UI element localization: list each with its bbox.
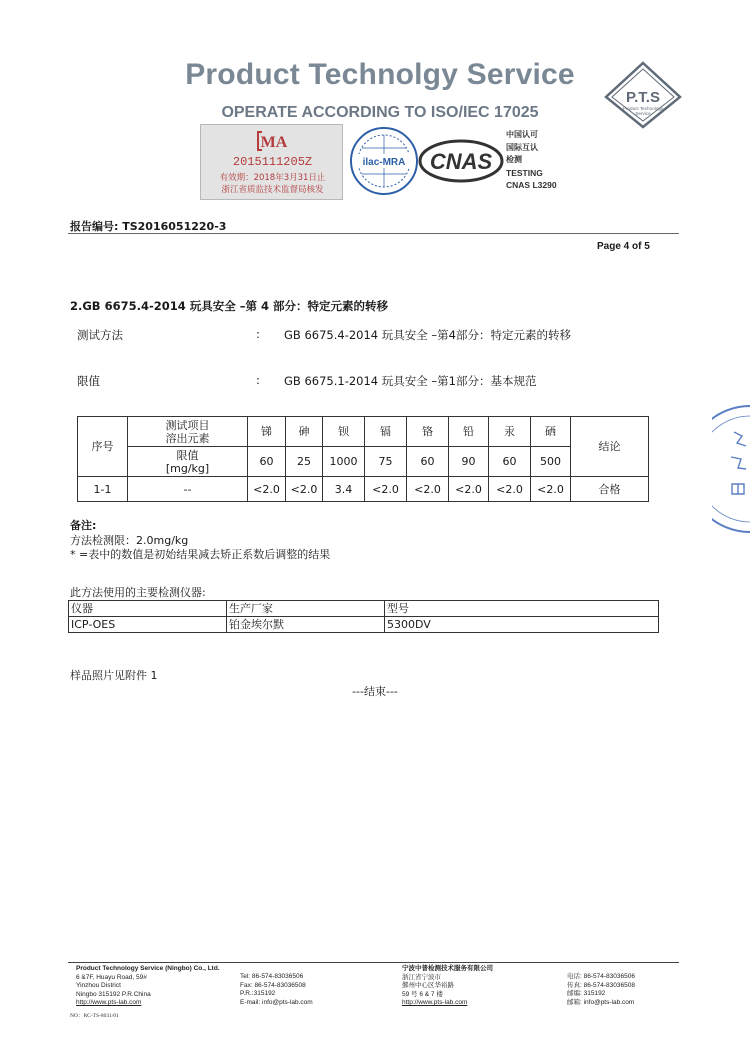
- footer-divider: [68, 962, 679, 963]
- cma-validity: 有效期：2018年3月31日止: [219, 173, 326, 183]
- cma-number: 2015111205Z: [232, 155, 313, 169]
- company-title: Product Technolgy Service: [185, 58, 575, 91]
- footer-line: Ningbo 315192 P.R.China: [76, 990, 151, 998]
- footer-line: 宁波中普检测技术服务有限公司: [402, 965, 493, 972]
- footer-website-link[interactable]: http://www.pts-lab.com: [76, 999, 142, 1007]
- footer-contact-cn: [567, 973, 635, 1007]
- cma-issuer: 浙江省质监技术监督局核发: [221, 185, 324, 195]
- notes-line: * =表中的数值是初始结果减去矫正系数后调整的结果: [70, 548, 331, 561]
- footer-line: Yinzhou District: [76, 982, 121, 990]
- footer-email-link[interactable]: E-mail: info@pts-lab.com: [240, 998, 313, 1006]
- limit-cell: 500: [531, 447, 571, 477]
- pts-logo-line2: Service: [635, 111, 651, 116]
- accreditation-subtitle: OPERATE ACCORDING TO ISO/IEC 17025: [221, 104, 539, 121]
- footer-company-cn: [402, 965, 493, 1008]
- footer-line: 传真: 86-574-83036508: [567, 981, 635, 989]
- item-header: [128, 417, 248, 447]
- result-cell: <2.0: [531, 477, 571, 502]
- ilac-logo-text: ilac-MRA: [362, 157, 406, 168]
- equipment-header: 型号: [385, 601, 659, 617]
- conclusion-header: 结论: [571, 417, 649, 477]
- test-method-colon: :: [256, 327, 260, 341]
- element-header: 铬: [407, 417, 449, 447]
- result-cell: <2.0: [407, 477, 449, 502]
- footer-line: 电话: 86-574-83036506: [567, 973, 635, 980]
- cnas-logo-text: CNAS: [429, 149, 493, 174]
- limit-cell: 60: [407, 447, 449, 477]
- limit-cell: 75: [365, 447, 407, 477]
- element-header: 铅: [449, 417, 489, 447]
- equipment-header: 生产厂家: [227, 601, 385, 617]
- cnas-side-line: 检测: [506, 155, 522, 164]
- limit-label: 限值: [77, 374, 100, 388]
- result-cell: <2.0: [286, 477, 323, 502]
- limit-cell: 60: [248, 447, 286, 477]
- page-number: Page 4 of 5: [597, 241, 650, 252]
- limit-header: [128, 447, 248, 477]
- result-cell: <2.0: [489, 477, 531, 502]
- result-cell: 3.4: [323, 477, 365, 502]
- test-method-label: 测试方法: [77, 328, 123, 342]
- end-mark: ---结束---: [352, 685, 398, 698]
- limit-value: GB 6675.1-2014 玩具安全 –第1部分：基本规范: [284, 374, 537, 388]
- results-table: [77, 416, 649, 502]
- cnas-side-line: 国际互认: [506, 142, 538, 152]
- cnas-logo-icon: [418, 138, 504, 184]
- result-cell: <2.0: [365, 477, 407, 502]
- equipment-title: 此方法使用的主要检测仪器:: [70, 586, 206, 599]
- ilac-mra-logo-icon: [348, 124, 420, 198]
- equipment-header-row: [69, 601, 659, 617]
- cnas-side-line: 中国认可: [506, 130, 538, 139]
- notes-line: 方法检测限：2.0mg/kg: [70, 533, 189, 547]
- table-row: [69, 617, 659, 633]
- header-divider: [68, 233, 679, 234]
- notes-block: [70, 519, 330, 563]
- footer-website-link[interactable]: http://www.pts-lab.com: [402, 999, 468, 1007]
- limit-cell: 25: [286, 447, 323, 477]
- conclusion-cell: 合格: [571, 477, 649, 502]
- limit-cell: 90: [449, 447, 489, 477]
- footer-line: 浙江省宁波市: [402, 973, 441, 981]
- equipment-cell: ICP-OES: [69, 617, 227, 633]
- footer-line: Tel: 86-574-83036506: [240, 973, 304, 980]
- table-header-row: [78, 417, 649, 447]
- limit-colon: :: [256, 373, 260, 387]
- element-header: 砷: [286, 417, 323, 447]
- equipment-header: 仪器: [69, 601, 227, 617]
- seal-stamp-icon: [712, 402, 750, 536]
- footer-email-link[interactable]: 邮箱: info@pts-lab.com: [567, 998, 635, 1006]
- element-header: 镉: [365, 417, 407, 447]
- result-cell: <2.0: [449, 477, 489, 502]
- item-cell: --: [128, 477, 248, 502]
- element-header: 锑: [248, 417, 286, 447]
- footer-line: 邮编: 315192: [567, 990, 606, 998]
- footer-contact-en: [240, 973, 313, 1007]
- form-number: NO：RC-TS-8031/01: [70, 1013, 119, 1019]
- photo-note: 样品照片见附件 1: [70, 669, 158, 682]
- footer-line: 59 号 6 & 7 楼: [402, 990, 443, 998]
- seq-header: 序号: [78, 417, 128, 477]
- result-cell: <2.0: [248, 477, 286, 502]
- limit-header-text: 限值 [mg/kg]: [165, 448, 210, 475]
- cma-logo-text: MA: [260, 134, 288, 151]
- cnas-side-line: CNAS L3290: [506, 180, 557, 190]
- item-header-text: 测试项目 溶出元素: [165, 418, 210, 445]
- seq-cell: 1-1: [78, 477, 128, 502]
- table-row: [78, 477, 649, 502]
- element-header: 汞: [489, 417, 531, 447]
- limit-cell: 60: [489, 447, 531, 477]
- equipment-table: [68, 600, 659, 633]
- footer-line: P.R.:315192: [240, 990, 276, 998]
- cma-stamp: [200, 124, 343, 200]
- cnas-side-text: [506, 129, 576, 192]
- footer-company-en: [76, 965, 220, 1008]
- footer-line: Fax: 86-574-83036508: [240, 981, 306, 989]
- test-method-value: GB 6675.4-2014 玩具安全 –第4部分：特定元素的转移: [284, 328, 571, 342]
- footer-line: 6 &7F, Huayu Road, 59#: [76, 973, 147, 981]
- section-title: 2.GB 6675.4-2014 玩具安全 –第 4 部分：特定元素的转移: [70, 299, 389, 313]
- element-header: 钡: [323, 417, 365, 447]
- equipment-cell: 铂金埃尔默: [227, 617, 385, 633]
- table-limit-row: [78, 447, 649, 477]
- cnas-side-line: TESTING: [506, 167, 543, 178]
- pts-logo-letters: P.T.S: [626, 89, 660, 106]
- element-header: 硒: [531, 417, 571, 447]
- notes-heading: 备注:: [70, 519, 97, 532]
- cma-logo-icon: [255, 129, 291, 153]
- report-number: 报告编号: TS2016051220-3: [70, 220, 227, 233]
- pts-logo-icon: [604, 60, 682, 130]
- limit-cell: 1000: [323, 447, 365, 477]
- equipment-cell: 5300DV: [385, 617, 659, 633]
- pts-logo-line1: Product Technology: [622, 106, 664, 111]
- footer-line: Product Technology Service (Ningbo) Co., Ltd.: [76, 965, 220, 972]
- footer-line: 鄞州中心区华裕路: [402, 982, 454, 990]
